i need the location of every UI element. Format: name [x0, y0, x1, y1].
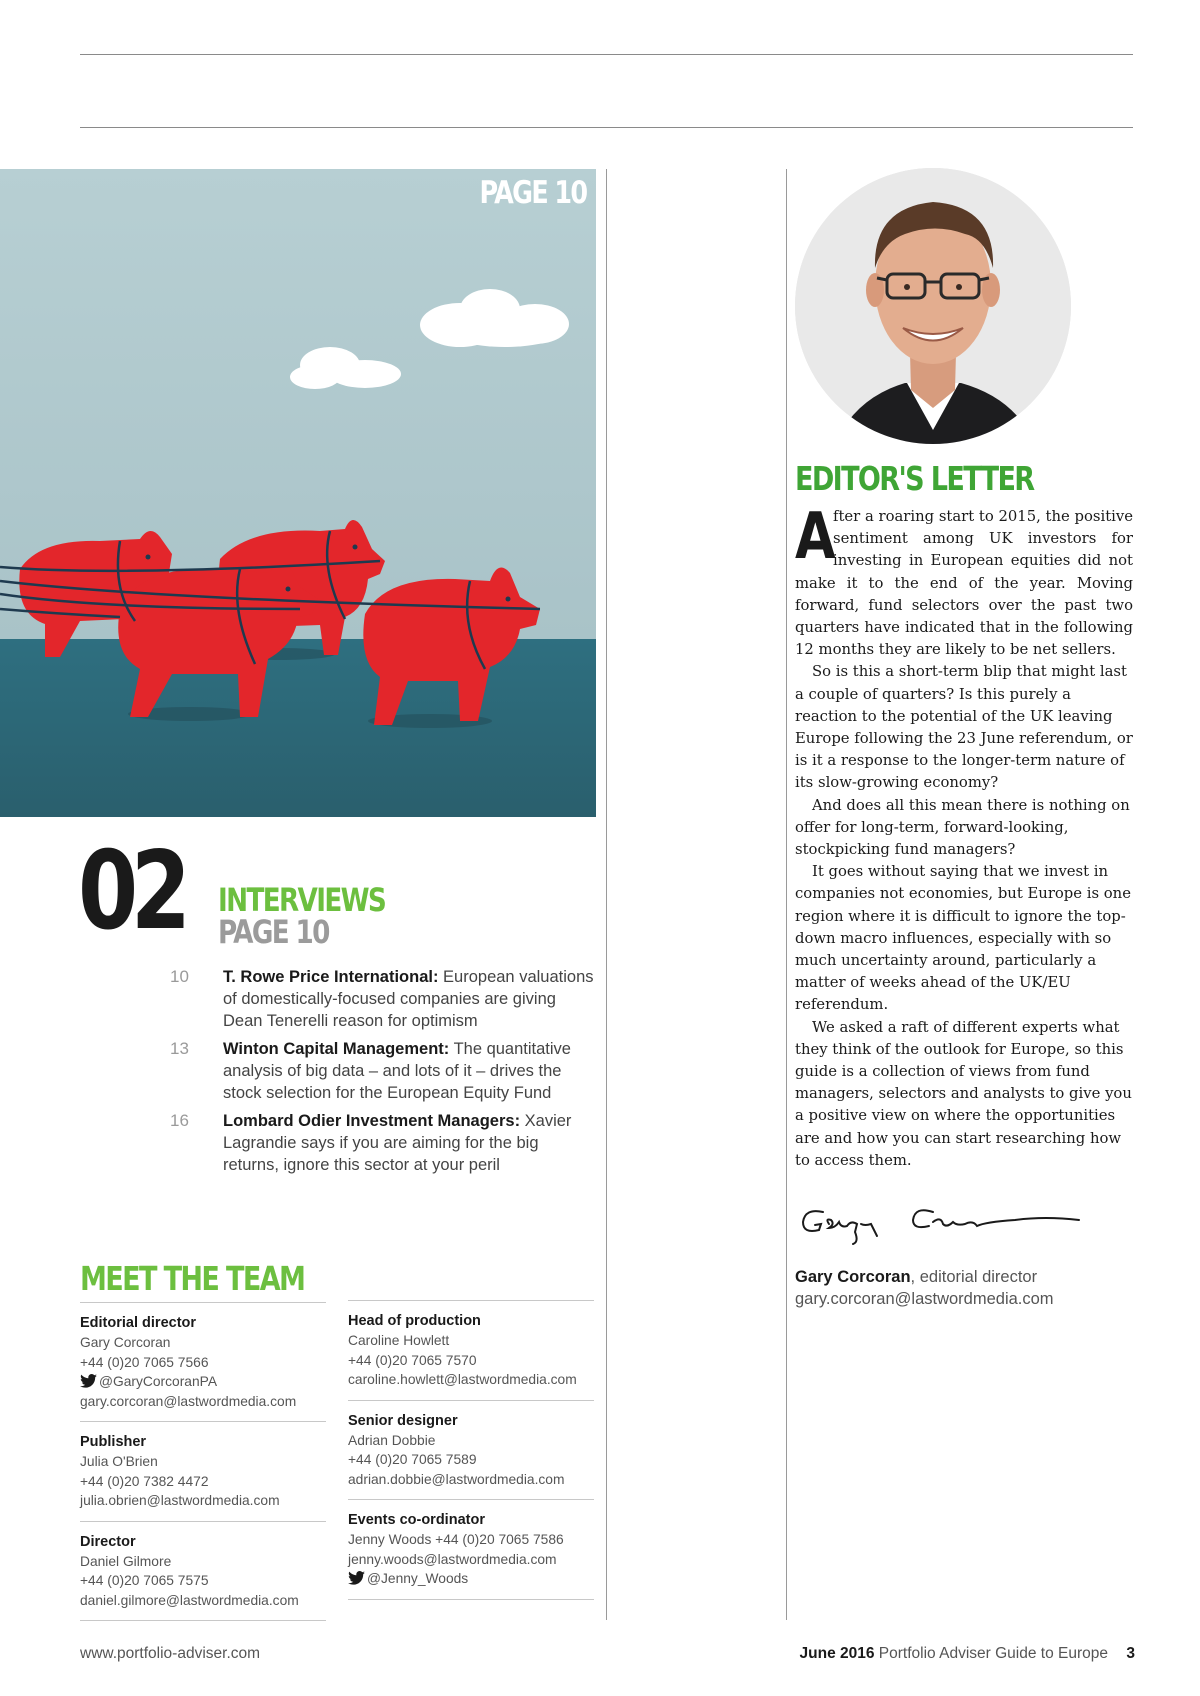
member-name: Gary Corcoran — [80, 1335, 171, 1350]
member-email[interactable]: adrian.dobbie@lastwordmedia.com — [348, 1471, 565, 1487]
contents-item-title: Lombard Odier Investment Managers: — [223, 1112, 521, 1130]
member-twitter-handle: @Jenny_Woods — [367, 1571, 469, 1586]
contents-page-number: 16 — [170, 1111, 189, 1130]
section-title: INTERVIEWS — [218, 881, 386, 919]
contents-item-title: T. Rowe Price International: — [223, 968, 439, 986]
team-title: MEET THE TEAM — [80, 1259, 305, 1298]
team-member — [348, 1300, 594, 1400]
letter-paragraph: And does all this mean there is nothing on offer for long-term, forward-looking, stockpicking fund managers? — [795, 796, 1130, 859]
member-twitter[interactable] — [80, 1372, 326, 1392]
editor-letter-title: EDITOR'S LETTER — [795, 459, 1034, 498]
member-phone: +44 (0)20 7065 7589 — [348, 1452, 477, 1467]
team-member — [348, 1400, 594, 1500]
member-email[interactable]: daniel.gilmore@lastwordmedia.com — [80, 1592, 299, 1608]
editor-signature — [795, 1198, 1095, 1253]
letter-paragraph: It goes without saying that we invest in companies not economies, but Europe is one region where it is difficult to ignore the top-down macro influences, especially with so much uncertainty around, particularly a matter of weeks ahead of the UK/EU referendum. — [795, 863, 1131, 1014]
editor-portrait — [795, 168, 1071, 444]
team-member — [348, 1499, 594, 1600]
top-rule-2 — [80, 127, 1133, 128]
team-member — [80, 1302, 326, 1421]
contents-item[interactable] — [160, 1110, 595, 1176]
member-twitter-handle: @GaryCorcoranPA — [99, 1374, 218, 1389]
column-divider-left — [606, 169, 607, 1620]
member-email[interactable]: jenny.woods@lastwordmedia.com — [348, 1551, 557, 1567]
member-name: Daniel Gilmore — [80, 1553, 172, 1569]
drop-cap: A — [795, 500, 836, 574]
column-divider-right — [786, 169, 787, 1620]
letter-paragraph: We asked a raft of different experts what they think of the outlook for Europe, so this guide is a collection of views from fund managers, selectors and analysts to give you a positive view on where the opportunities are and how you can start researching how to access them. — [795, 1018, 1132, 1169]
editor-letter-body — [795, 500, 1133, 1172]
member-email[interactable]: caroline.howlett@lastwordmedia.com — [348, 1372, 577, 1387]
member-name-phone: Jenny Woods +44 (0)20 7065 7586 — [348, 1532, 564, 1547]
footer-publication — [800, 1645, 1108, 1663]
footer-date: June 2016 — [799, 1645, 875, 1662]
cover-illustration — [0, 169, 596, 817]
member-email[interactable]: gary.corcoran@lastwordmedia.com — [80, 1393, 297, 1409]
contents-page-number: 13 — [170, 1039, 189, 1058]
member-twitter[interactable] — [348, 1569, 594, 1589]
member-role: Events co-ordinator — [348, 1512, 485, 1528]
letter-paragraph: So is this a short-term blip that might last a couple of quarters? Is this purely a reaction to the potential of the UK leaving Europe following the 23 June referendum, or is it a response to the longer-term nature of its slow-growing economy? — [795, 663, 1133, 792]
member-phone: +44 (0)20 7065 7570 — [348, 1352, 477, 1368]
team-column-left — [80, 1302, 326, 1621]
editor-role: , editorial director — [910, 1268, 1038, 1286]
member-name: Caroline Howlett — [348, 1333, 450, 1348]
pigs-illustration — [0, 169, 596, 817]
editor-name-line — [795, 1266, 1037, 1288]
contents-page-number: 10 — [170, 967, 189, 986]
footer-website[interactable]: www.portfolio-adviser.com — [80, 1645, 261, 1662]
member-name: Adrian Dobbie — [348, 1432, 436, 1448]
member-role: Publisher — [80, 1434, 147, 1450]
editor-name: Gary Corcoran — [795, 1268, 911, 1286]
contents-item-text: European valuations of domestically-focused companies are giving Dean Tenerelli reason for optimism — [223, 968, 594, 1030]
footer-page-number: 3 — [1126, 1645, 1135, 1662]
contents-item-text: The quantitative analysis of big data – and lots of it – drives the stock selection for the European Equity Fund — [223, 1040, 571, 1102]
illustration-page-tag: PAGE 10 — [479, 175, 586, 211]
member-name: Julia O'Brien — [80, 1454, 158, 1469]
twitter-icon — [80, 1374, 97, 1388]
member-phone: +44 (0)20 7065 7575 — [80, 1573, 209, 1588]
twitter-icon — [348, 1571, 365, 1585]
contents-list — [160, 966, 595, 1182]
editor-email[interactable]: gary.corcoran@lastwordmedia.com — [795, 1290, 1054, 1308]
team-column-right — [348, 1300, 594, 1600]
member-phone: +44 (0)20 7382 4472 — [80, 1473, 209, 1489]
member-role: Head of production — [348, 1313, 481, 1329]
letter-paragraph: A fter a roaring start to 2015, the positive sentiment among UK investors for investing in European equities did not make it to the end of the year. Moving forward, fund selectors over the past two quarters have indicated that in the following 12 months they are likely to be net sellers. — [795, 500, 1133, 659]
section-number: 02 — [78, 829, 184, 954]
section-page: PAGE 10 — [218, 913, 329, 951]
member-role: Editorial director — [80, 1315, 197, 1331]
member-role: Director — [80, 1533, 136, 1550]
footer-title: Portfolio Adviser Guide to Europe — [874, 1645, 1108, 1662]
member-role: Senior designer — [348, 1412, 458, 1429]
team-member — [80, 1521, 326, 1622]
contents-item[interactable] — [160, 966, 595, 1032]
contents-item[interactable] — [160, 1038, 595, 1104]
contents-item-text: Xavier Lagrandie says if you are aiming for the big returns, ignore this sector at your peril — [223, 1112, 572, 1174]
contents-item-title: Winton Capital Management: — [223, 1040, 450, 1058]
member-email[interactable]: julia.obrien@lastwordmedia.com — [80, 1493, 280, 1508]
member-phone: +44 (0)20 7065 7566 — [80, 1354, 209, 1370]
top-rule-1 — [80, 54, 1133, 55]
team-member — [80, 1421, 326, 1521]
